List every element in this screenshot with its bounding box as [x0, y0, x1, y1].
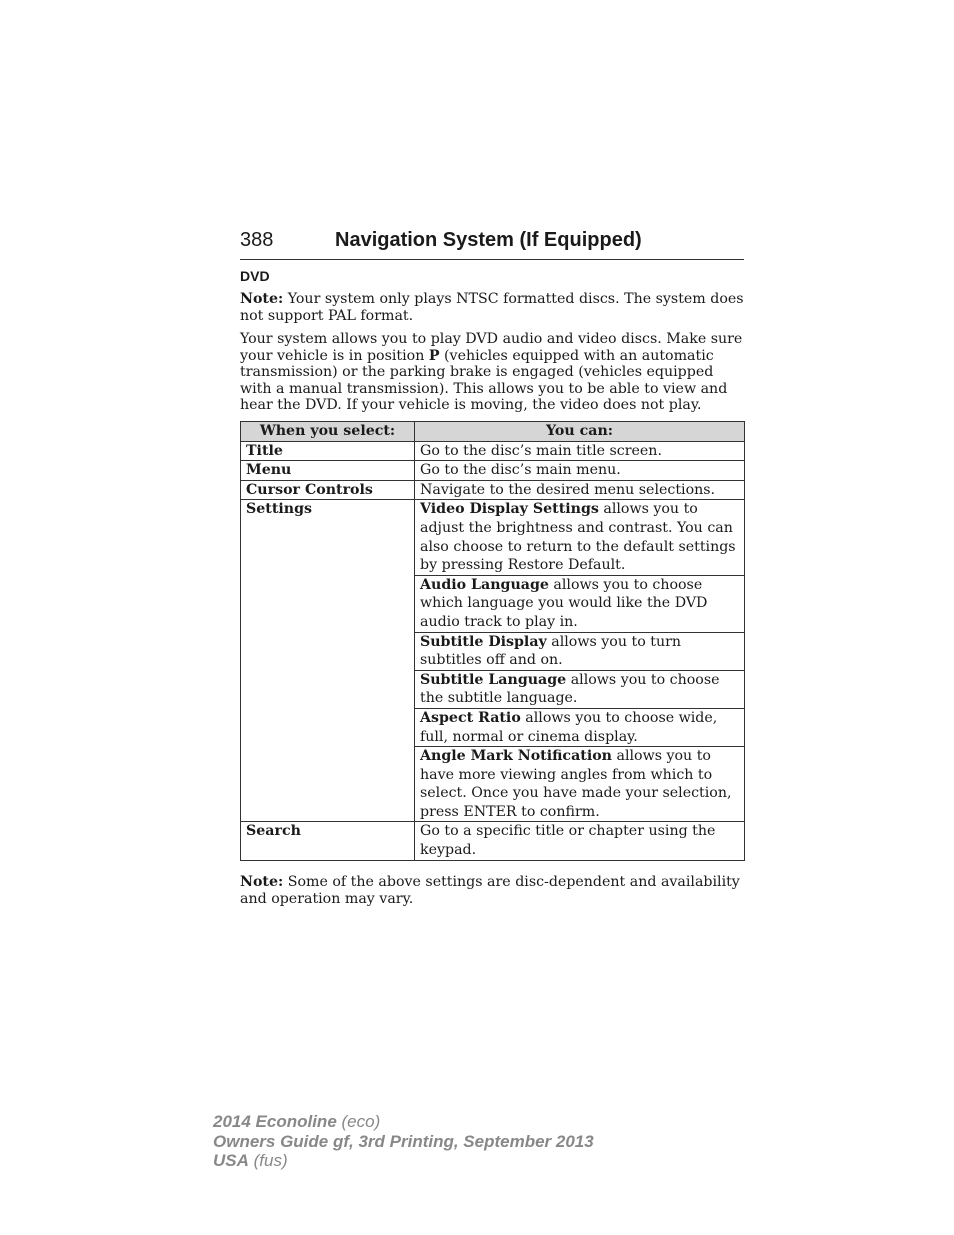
- note-paragraph: [240, 874, 744, 907]
- item-name: Subtitle Language: [420, 671, 567, 688]
- header-you-can: You can:: [415, 422, 745, 442]
- dvd-controls-table: [240, 421, 745, 861]
- table-row: [241, 480, 745, 500]
- footer-model: 2014 Econoline: [213, 1112, 337, 1131]
- note-label: Note:: [240, 874, 284, 890]
- item-desc: allows you to turn subtitles off and on.: [420, 633, 681, 669]
- note-text: Your system only plays NTSC formatted discs. The system does not support PAL format.: [240, 291, 744, 324]
- item-name: Video Display Settings: [420, 501, 599, 518]
- footer-line-model: [213, 1112, 594, 1132]
- row-desc: Go to the disc’s main menu.: [415, 461, 745, 481]
- item-name: Subtitle Display: [420, 633, 547, 650]
- item-name: Audio Language: [420, 576, 549, 593]
- page-footer: [213, 1112, 594, 1171]
- table-header-row: [241, 422, 745, 442]
- settings-item: [415, 670, 745, 708]
- note-text: Some of the above settings are disc-dependent and availability and operation may vary.: [240, 874, 740, 907]
- footer-line-region: [213, 1151, 594, 1171]
- chapter-title: Navigation System (If Equipped): [335, 229, 642, 251]
- settings-item: [415, 747, 745, 822]
- footer-guide: Owners Guide gf, 3rd Printing, September 2013: [213, 1131, 594, 1151]
- table-row: [241, 461, 745, 481]
- note-paragraph: [240, 291, 744, 324]
- item-desc: allows you to adjust the brightness and contrast. You can also choose to return to the default settings by pressing Restore Default.: [420, 501, 736, 574]
- table-row: [241, 822, 745, 860]
- row-desc: Navigate to the desired menu selections.: [415, 480, 745, 500]
- settings-item: [415, 708, 745, 746]
- note-label: Note:: [240, 291, 284, 307]
- footer-region: USA: [213, 1151, 249, 1170]
- settings-item: [415, 575, 745, 632]
- row-term: Cursor Controls: [241, 480, 415, 500]
- row-term: Menu: [241, 461, 415, 481]
- footer-model-code: (eco): [336, 1112, 381, 1131]
- settings-item: [415, 632, 745, 670]
- row-term: Settings: [241, 500, 415, 822]
- row-desc: Go to the disc’s main title screen.: [415, 441, 745, 461]
- row-term: Title: [241, 441, 415, 461]
- item-name: Angle Mark Notification: [420, 748, 612, 765]
- footer-line-guide: [213, 1132, 594, 1152]
- header-when-you-select: When you select:: [241, 422, 415, 442]
- row-desc: Go to a specific title or chapter using the keypad.: [415, 822, 745, 860]
- row-term: Search: [241, 822, 415, 860]
- item-desc: allows you to choose the subtitle language.: [420, 671, 720, 707]
- item-desc: allows you to choose which language you would like the DVD audio track to play in.: [420, 576, 708, 630]
- intro-gear-p: P: [428, 347, 440, 364]
- intro-text-1: Your system allows you to play DVD audio and video discs. Make sure your vehicle is in position: [240, 331, 743, 364]
- item-name: Aspect Ratio: [420, 709, 521, 726]
- table-row: [241, 500, 745, 575]
- intro-paragraph: [240, 331, 744, 414]
- page-number: 388: [240, 229, 274, 251]
- page-header: [240, 229, 744, 260]
- footer-region-code: (fus): [248, 1151, 288, 1170]
- item-desc: allows you to choose wide, full, normal or cinema display.: [420, 709, 718, 745]
- item-desc: allows you to have more viewing angles from which to select. Once you have made your selection, press ENTER to confirm.: [420, 748, 732, 820]
- table-row: [241, 441, 745, 461]
- section-heading: DVD: [240, 268, 270, 284]
- intro-text-2: (vehicles equipped with an automatic transmission) or the parking brake is engaged (vehicles equipped with a manual transmission). This allows you to be able to view and hear the DVD. If your vehicle is moving, the video does not play.: [240, 347, 728, 414]
- settings-item: [415, 500, 745, 575]
